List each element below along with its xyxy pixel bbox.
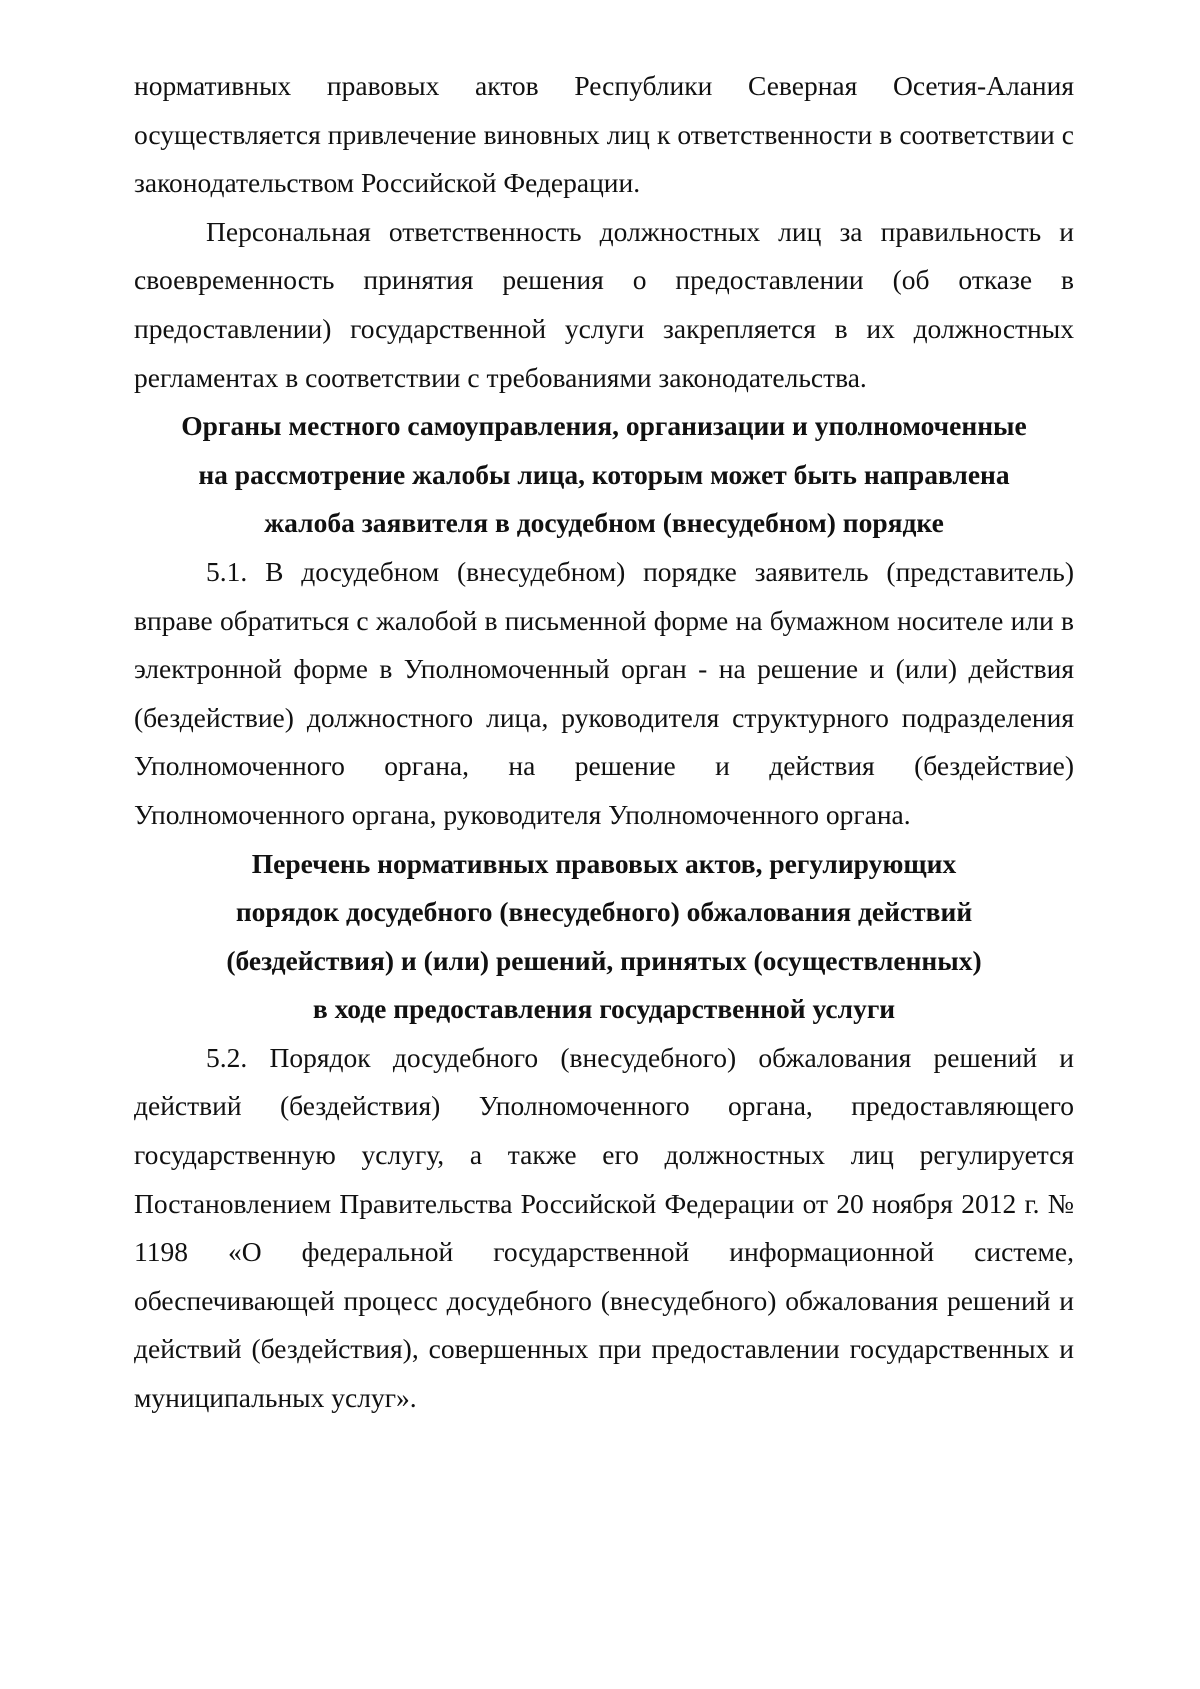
heading-line: порядок досудебного (внесудебного) обжалования действий bbox=[235, 896, 973, 928]
paragraph-5-2: 5.2. Порядок досудебного (внесудебного) обжалования решений и действий (бездействия) Уполномоченного органа, предоставляющего государственную услугу, а также его должностных лиц регулируется Постановлением Правительства Российской Федерации от 20 ноября 2012 г. № 1198 «О федеральной государственной информационной системе, обеспечивающей процесс досудебного (внесудебного) обжалования решений и действий (бездействия), совершенных при предоставлении государственных и муниципальных услуг». bbox=[134, 1041, 1074, 1414]
paragraph-5-1: 5.1. В досудебном (внесудебном) порядке заявитель (представитель) вправе обратиться с жалобой в письменной форме на бумажном носителе или в электронной форме в Уполномоченный орган - на решение и (или) действия (бездействие) должностного лица, руководителя структурного подразделения Уполномоченного органа, на решение и действия (бездействие) Уполномоченного органа, руководителя Уполномоченного органа. bbox=[134, 555, 1074, 830]
paragraph-personal-responsibility: Персональная ответственность должностных лиц за правильность и своевременность принятия решения о предоставлении (об отказе в предоставлении) государственной услуги закрепляется в их должностных регламентах в соответствии с требованиями законодательства. bbox=[134, 215, 1074, 393]
heading-line: жалоба заявителя в досудебном (внесудебном) порядке bbox=[264, 507, 944, 539]
heading-line: (бездействия) и (или) решений, принятых (осуществленных) bbox=[226, 944, 982, 976]
section-heading-regulatory-acts bbox=[134, 840, 1074, 1034]
heading-line: Перечень нормативных правовых актов, регулирующих bbox=[251, 847, 957, 879]
document-body bbox=[134, 62, 1074, 1423]
heading-line: Органы местного самоуправления, организации и уполномоченные bbox=[181, 410, 1027, 442]
heading-line: в ходе предоставления государственной услуги bbox=[312, 993, 896, 1025]
section-heading-complaint-bodies bbox=[134, 402, 1074, 548]
paragraph-continuation: нормативных правовых актов Республики Северная Осетия-Алания осуществляется привлечение виновных лиц к ответственности в соответствии с законодательством Российской Федерации. bbox=[134, 70, 1074, 199]
heading-line: на рассмотрение жалобы лица, которым может быть направлена bbox=[198, 458, 1010, 490]
